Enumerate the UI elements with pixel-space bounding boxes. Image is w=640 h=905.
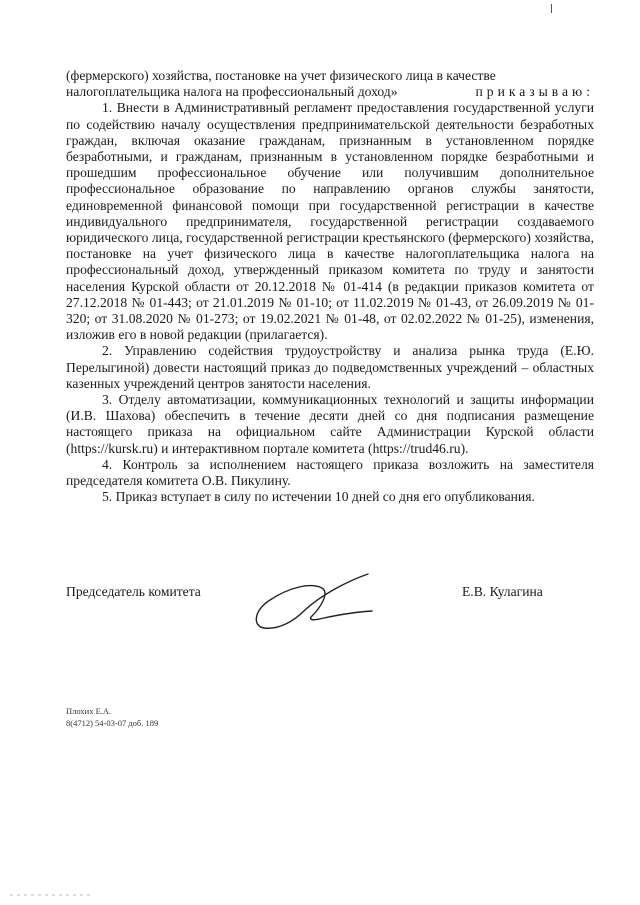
intro-line-1: (фермерского) хозяйства, постановке на учет физического лица в качестве — [66, 68, 496, 83]
paragraph-3: 3. Отделу автоматизации, коммуникационных технологий и защиты информации (И.В. Шахова) обеспечить в течение десяти дней со дня подписания размещение настоящего приказа на официальном сайте Администрации Курской области (https://kursk.ru) и интерактивном портале комитета (https://trud46.ru). — [66, 392, 594, 456]
paragraph-1: 1. Внести в Административный регламент предоставления государственной услуги по содействию началу осуществления предпринимательской деятельности безработных граждан, включая оказание гражданам, признанным в установленном порядке безработными, и гражданам, признанным в установленном порядке безработными и прошедшим профессиональное обучение или получившим дополнительное профессиональное образование по направлению органов службы занятости, единовременной финансовой помощи при государственной регистрации в качестве индивидуального предпринимателя, государственной регистрации создаваемого юридического лица, государственной регистрации крестьянского (фермерского) хозяйства, постановке на учет физического лица в качестве налогоплательщика налога на профессиональный доход, утвержденный приказом комитета по труду и занятости населения Курской области от 20.12.2018 № 01-414 (в редакции приказов комитета от 27.12.2018 № 01-443; от 21.01.2019 № 01-10; от 11.02.2019 № 01-43, от 26.09.2019 № 01-320; от 31.08.2020 № 01-273; от 19.02.2021 № 01-48, от 02.02.2022 № 01-25), изменения, изложив его в новой редакции (прилагается). — [66, 100, 594, 343]
intro-line-2-text: налогоплательщика налога на профессиональный доход» — [66, 84, 398, 100]
document-body — [66, 68, 594, 505]
signer-position: Председатель комитета — [66, 584, 201, 599]
intro-line-2 — [66, 84, 594, 100]
executor-info — [66, 705, 158, 729]
handwritten-signature — [250, 566, 380, 636]
paragraph-2: 2. Управлению содействия трудоустройству и анализа рынка труда (Е.Ю. Перелыгиной) довести настоящий приказ до подведомственных учреждений – областных казенных учреждений центров занятости населения. — [66, 343, 594, 391]
signer-name: Е.В. Кулагина — [462, 584, 543, 599]
paragraph-4: 4. Контроль за исполнением настоящего приказа возложить на заместителя председателя комитета О.В. Пикулину. — [66, 456, 594, 489]
paragraph-5: 5. Приказ вступает в силу по истечении 10 дней со дня его опубликования. — [102, 489, 535, 505]
scan-artifact — [10, 893, 90, 897]
executor-name: Плохих Е.А. — [66, 706, 112, 716]
scan-mark — [551, 4, 552, 13]
order-word: приказываю: — [475, 84, 594, 100]
executor-phone: 8(4712) 54-03-07 доб. 189 — [66, 718, 159, 728]
